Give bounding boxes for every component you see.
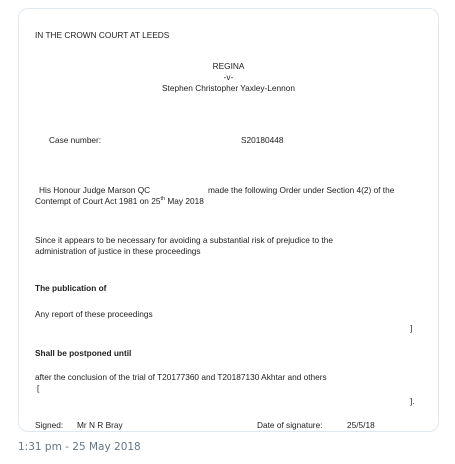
court-order-document — [19, 9, 438, 431]
date-of-signature-label: Date of signature: — [257, 420, 323, 430]
reason-line1: Since it appears to be necessary for avoiding a substantial risk of prejudice to the — [35, 235, 333, 245]
versus-text: -v- — [223, 72, 234, 82]
ordinal-suffix: th — [160, 196, 166, 203]
closing-bracket-1: ] — [410, 323, 413, 333]
case-number-value: S20180448 — [241, 135, 284, 145]
order-text-line2-start: Contempt of Court Act 1981 on 25 — [35, 196, 161, 206]
opening-bracket: [ — [37, 383, 40, 393]
judge-name: His Honour Judge Marson QC — [39, 185, 151, 195]
signed-name: Mr N R Bray — [77, 420, 123, 430]
order-text-line1: made the following Order under Section 4(2) of the — [208, 185, 395, 195]
publication-text: Any report of these proceedings — [35, 309, 153, 319]
order-text-line2 — [35, 196, 204, 207]
tweet-timestamp[interactable]: 1:31 pm - 25 May 2018 — [18, 441, 141, 453]
case-number-label: Case number: — [49, 135, 102, 145]
publication-heading: The publication of — [35, 283, 107, 293]
reason-line2: administration of justice in these proceedings — [35, 246, 201, 256]
order-text-line2-end: May 2018 — [165, 196, 204, 206]
regina-heading: REGINA — [212, 61, 245, 71]
date-of-signature-value: 25/5/18 — [347, 420, 375, 430]
defendant-name: Stephen Christopher Yaxley-Lennon — [162, 83, 295, 93]
court-name: IN THE CROWN COURT AT LEEDS — [35, 30, 170, 40]
signed-label: Signed: — [35, 420, 64, 430]
closing-bracket-2: ]. — [410, 396, 415, 406]
postponed-heading: Shall be postponed until — [35, 348, 132, 358]
postponed-text: after the conclusion of the trial of T20177360 and T20187130 Akhtar and others — [35, 372, 327, 382]
tweet-image-card[interactable] — [18, 8, 439, 432]
